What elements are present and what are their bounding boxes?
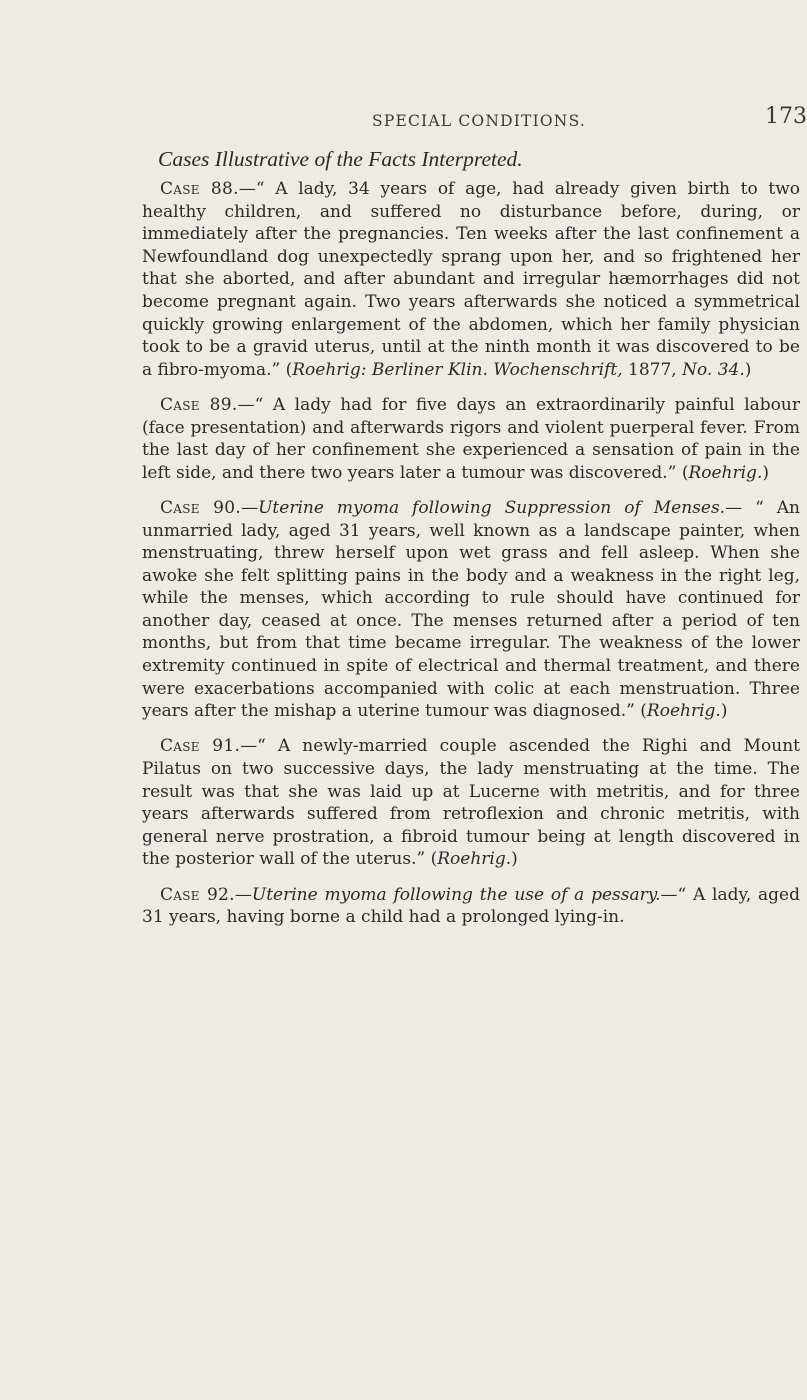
reference-close: ) xyxy=(744,359,752,380)
running-head: SPECIAL CONDITIONS. xyxy=(372,112,586,130)
reference-number: No. 34. xyxy=(682,359,745,380)
case-dash: — xyxy=(241,497,259,518)
reference-open: ( xyxy=(285,359,293,380)
subtitle-dash: — xyxy=(660,884,678,905)
reference-open: ( xyxy=(430,849,438,870)
reference-close: ) xyxy=(762,462,769,483)
case-text: “ A newly-married couple ascended the Righi and Mount Pilatus on two successive days, the lady menstruating at the time. The result was that she was laid up at Lucerne with metritis, and for three years afterwards suffered from retroflexion and chronic metritis, with general nerve prostration, a fibroid tumour being at length discovered in the posterior wall of the uterus.” xyxy=(142,736,800,870)
reference-open: ( xyxy=(640,701,647,722)
case-text: “ A lady, 34 years of age, had already given birth to two healthy children, and suffered no disturbance before, during, or immediately after the pregnancies. Ten weeks after the last confinement a Newfoundland dog unexpectedly sprang upon her, and so frightened her that she aborted, and after abundant and irregular hæmorrhages did not become pregnant again. Two years afterwards she noticed a symmetrical quickly growing enlargement of the abdomen, which her family physician took to be a gravid uterus, until at the ninth month it was discovered to be a fibro-myoma.” xyxy=(142,179,801,380)
case-dash: — xyxy=(237,394,255,415)
case-dash: — xyxy=(238,179,256,199)
reference-author: Roehrig. xyxy=(646,701,721,722)
case-label: Case 91. xyxy=(160,736,241,757)
case-89 xyxy=(142,394,800,484)
case-label: Case 90. xyxy=(160,497,242,518)
reference-year: 1877, xyxy=(622,359,683,380)
reference-close: ) xyxy=(511,849,518,870)
case-90 xyxy=(142,497,800,723)
case-88 xyxy=(142,178,800,381)
reference-close: ) xyxy=(720,701,728,722)
reference-author: Roehrig. xyxy=(688,462,763,483)
case-text: “ A lady had for five days an extraordinarily painful labour (face presentation) and afterwards rigors and violent puerperal fever. From the last day of her confinement she experienced a sensation of pain in the left side, and there two years later a tumour was discovered.” xyxy=(142,394,800,483)
case-subtitle: Uterine myoma following the use of a pessary. xyxy=(251,884,661,905)
case-label: Case 88. xyxy=(160,179,239,199)
section-title: Cases Illustrative of the Facts Interpreted. xyxy=(158,147,523,171)
subtitle-dash: — xyxy=(725,497,743,518)
case-subtitle: Uterine myoma following Suppression of Menses. xyxy=(258,497,726,518)
page-number: 173 xyxy=(765,104,807,129)
case-text: “ A lady, aged 31 years, having borne a child had a prolonged lying-in. xyxy=(142,884,800,928)
case-92 xyxy=(142,884,800,929)
case-91 xyxy=(142,735,800,871)
case-label: Case 89. xyxy=(160,394,238,415)
case-dash: — xyxy=(240,736,258,757)
reference-author: Roehrig. xyxy=(437,849,512,870)
reference-author: Roehrig: Berliner Klin. Wochenschrift, xyxy=(292,359,623,380)
body-text xyxy=(142,178,800,941)
case-label: Case 92. xyxy=(160,884,235,905)
case-dash: — xyxy=(234,884,252,905)
reference-open: ( xyxy=(681,462,689,483)
case-text: “ An unmarried lady, aged 31 years, well known as a landscape painter, when menstruating, threw herself upon wet grass and fell asleep. When she awoke she felt splitting pains in the body and a weakness in the right leg, while the menses, which according to rule should have continued for another day, ceased at once. The menses returned after a period of ten months, but from that time became irregular. The weakness of the lower extremity continued in spite of electrical and thermal treatment, and there were exacerbations accompanied with colic at each menstruation. Three years after the mishap a uterine tumour was diagnosed.” xyxy=(142,497,801,722)
